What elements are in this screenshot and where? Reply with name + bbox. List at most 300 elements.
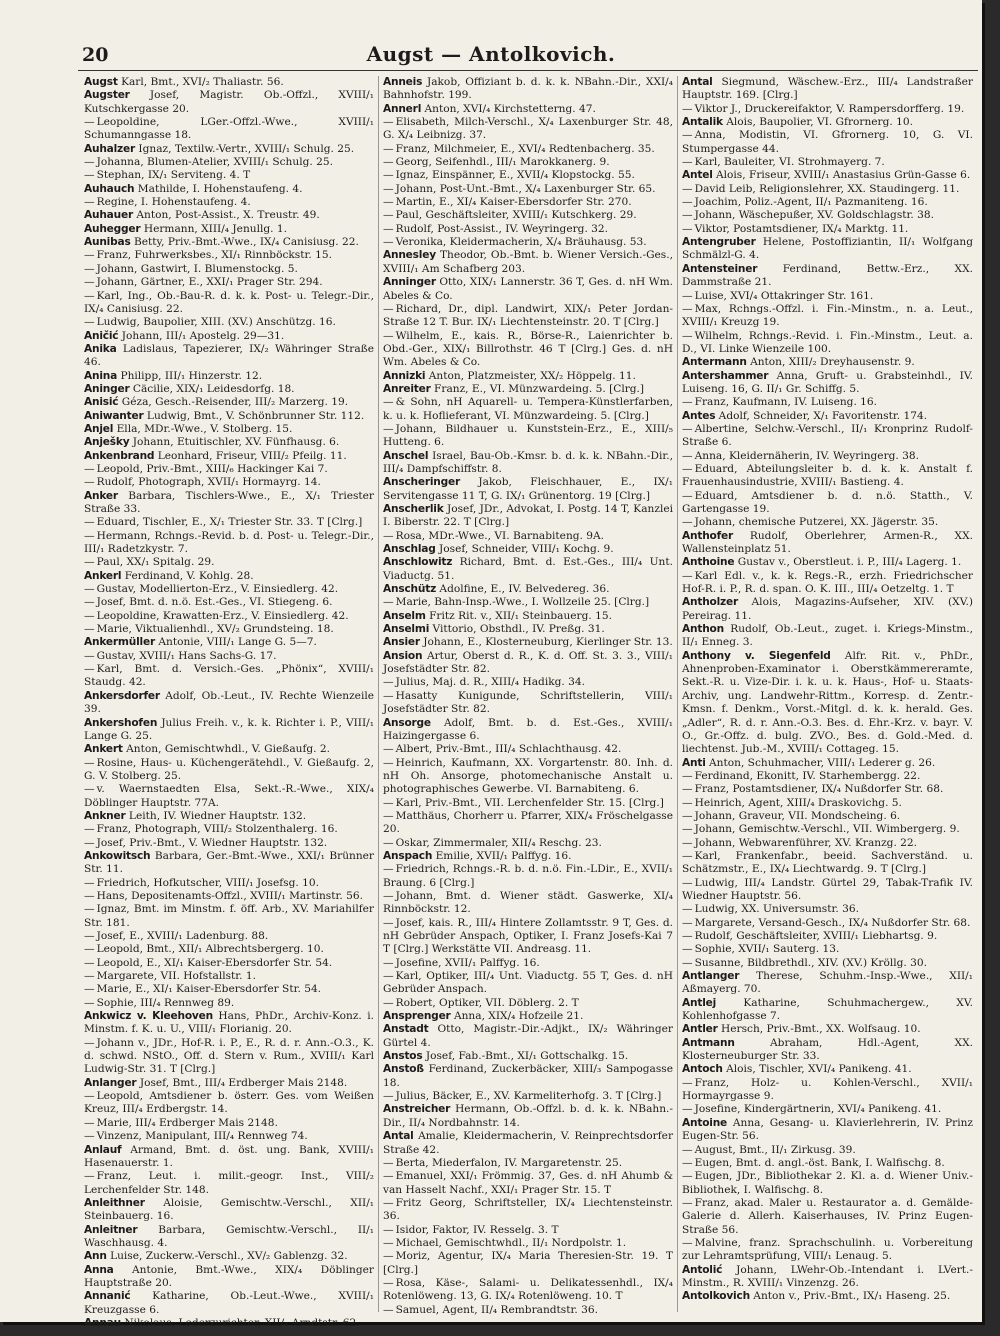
entry-details: Anna, Modistin, VI. Gfrornerg. 10, G. VI. Stumpergasse 44. — [682, 129, 973, 155]
entry-surname: Ankwicz v. Kleehoven — [84, 1010, 213, 1023]
entry-details: Mathilde, I. Hohenstaufeng. 4. — [137, 182, 303, 195]
entry-dash: — — [84, 623, 95, 636]
directory-entry — [84, 410, 374, 423]
entry-dash: — — [84, 1130, 95, 1143]
directory-entry — [84, 877, 374, 890]
entry-dash: — — [383, 596, 394, 609]
entry-details: Rudolf, Geschäftsleiter, XVIII/₁ Liebhartsg. 9. — [694, 930, 938, 942]
entry-details: Artur, Oberst d. R., K. d. Off. St. 3. 3., VIII/₁ Josefstädter Str. 82. — [383, 649, 673, 676]
entry-details: Hans, Depositenamts-Offzl., XVIII/₁ Martinstr. 56. — [96, 889, 363, 902]
entry-dash: — — [682, 1156, 693, 1169]
entry-dash: — — [682, 449, 693, 462]
directory-entry — [84, 1144, 374, 1171]
entry-surname: Antolkovich — [682, 1290, 750, 1303]
entry-dash: — — [383, 1090, 394, 1103]
entry-dash: — — [84, 956, 95, 969]
entry-dash: — — [682, 289, 693, 302]
entry-details: Josef, JDr., Advokat, I. Postg. 14 T, Kanzlei I. Biberstr. 22. T [Clrg.] — [383, 503, 673, 529]
entry-dash: — — [84, 262, 95, 275]
entry-details: & Sohn, nH Aquarell- u. Tempera-Künstlerfarben, k. u. k. Hoflieferant, VI. Münzwardeing. 5. [Clrg.] — [383, 396, 673, 422]
entry-surname: Antal — [682, 76, 713, 88]
directory-entry — [84, 1197, 374, 1224]
entry-surname: Anscherlik — [383, 503, 444, 515]
directory-entry — [84, 1224, 374, 1251]
entry-details: Josef, Magistr. Ob.-Offzl., XVIII/₁ Kutschkergasse 20. — [84, 89, 374, 115]
entry-details: Hermann, Rchngs.-Revid. b. d. Post- u. Telegr.-Dir., III/₁ Radetzkystr. 7. — [84, 529, 374, 556]
directory-entry — [383, 276, 673, 303]
entry-dash: — — [682, 823, 693, 836]
entry-dash: — — [84, 196, 95, 209]
directory-entry — [383, 450, 673, 477]
directory-entry — [84, 717, 374, 744]
entry-details: Cäcilie, XIX/₁ Leidesdorfg. 18. — [132, 382, 295, 395]
directory-entry — [84, 490, 374, 517]
entry-details: Ferdinand, Bettw.-Erz., XX. Dammstraße 21. — [682, 262, 973, 289]
entry-dash: — — [383, 1250, 394, 1263]
entry-details: Karl, Bmt. d. Versich.-Ges. „Phönix“, XVIII/₁ Staudg. 42. — [84, 663, 374, 689]
directory-entry — [383, 1277, 673, 1304]
entry-details: Ferdinand, Ekonitt, IV. Starhembergg. 22. — [694, 769, 921, 782]
directory-entry — [682, 837, 973, 850]
directory-entry — [84, 76, 374, 89]
directory-entry — [682, 596, 973, 623]
directory-entry — [682, 783, 973, 796]
directory-entry — [84, 1250, 374, 1263]
entry-dash: — — [383, 169, 394, 182]
entry-details: Johann, III/₁ Apostelg. 29—31. — [121, 329, 285, 342]
entry-surname: Auhauch — [84, 182, 135, 195]
entry-dash: — — [682, 916, 693, 929]
directory-entry — [383, 1090, 673, 1103]
entry-details: Barbara, Tischlers-Wwe., E., X/₁ Triester Straße 33. — [84, 489, 375, 515]
entry-details: Hasatty Kunigunde, Schriftstellerin, VIII/₁ Josefstädter Str. 82. — [383, 689, 673, 716]
entry-details: Albert, Priv.-Bmt., III/₄ Schlachthausg. 42. — [395, 743, 622, 756]
entry-dash: — — [383, 1170, 394, 1183]
entry-dash: — — [84, 1170, 95, 1183]
entry-dash: — — [682, 302, 693, 315]
entry-details: Friedrich, Hofkutscher, VIII/₁ Josefsg. 10. — [96, 876, 319, 889]
directory-entry — [682, 223, 973, 236]
entry-surname: Antensteiner — [682, 262, 758, 275]
entry-details: Susanne, Bildbrethdl., XIV. (XV.) Kröllg. 30. — [694, 956, 927, 969]
directory-entry — [682, 757, 973, 770]
entry-details: Anna, Kleidernäherin, IV. Weyringerg. 38. — [694, 449, 920, 462]
entry-details: Max, Rchngs.-Offzl. i. Fin.-Minstm., n. a. Leut., XVIII/₁ Kreuzg 19. — [682, 302, 973, 329]
directory-entry — [84, 623, 374, 636]
entry-dash: — — [682, 1236, 693, 1249]
entry-details: Johann, Etuitischler, XV. Fünfhausg. 6. — [132, 436, 340, 449]
directory-entry — [682, 530, 973, 557]
directory-entry — [682, 1103, 973, 1116]
entry-details: Paul, XX/₁ Spitalg. 29. — [96, 556, 215, 569]
directory-entry — [84, 316, 374, 329]
entry-dash: — — [682, 156, 693, 169]
entry-details: Georg, Seifenhdl., III/₁ Marokkanerg. 9. — [395, 156, 610, 169]
directory-entry — [84, 116, 374, 143]
directory-entry — [84, 209, 374, 222]
entry-details: Johann, Graveur, VII. Mondscheing. 6. — [694, 809, 901, 822]
entry-details: Anna, Gesang- u. Klavierlehrerin, IV. Prinz Eugen-Str. 56. — [682, 1116, 973, 1143]
entry-details: Richard, Bmt. d. Est.-Ges., III/₄ Unt. Viaductg. 51. — [383, 556, 673, 582]
directory-entry — [84, 903, 374, 930]
directory-entry — [84, 1037, 374, 1077]
entry-surname: Anina — [84, 369, 118, 382]
entry-details: Heinrich, Kaufmann, XX. Vorgartenstr. 80. Inh. d. nH Oh. Ansorge, photomechanische Anstalt u. photographisches Gewerbe. VI. Barnabiteng. 6. — [383, 756, 673, 796]
entry-surname: Aniwanter — [84, 409, 144, 422]
directory-entry — [383, 370, 673, 383]
directory-entry — [84, 743, 374, 756]
entry-details: Karl, Frankenfabr., beeid. Sachverständ. u. Schätzmstr., E., IX/₄ Liechtwardg. 9. T [Clrg.] — [682, 849, 973, 876]
entry-surname: Anna — [84, 1263, 114, 1276]
entry-details: Malvine, franz. Sprachschulinh. u. Vorbereitung zur Lehramtsprüfung, VIII/₁ Lenaug. 5. — [682, 1236, 973, 1263]
directory-entry — [682, 129, 973, 156]
directory-entry — [84, 810, 374, 823]
directory-entry — [84, 837, 374, 850]
directory-entry — [383, 1237, 673, 1250]
directory-entry — [383, 236, 673, 249]
entry-details: Leopoldine, Krawatten-Erz., V. Einsiedlerg. 42. — [96, 609, 349, 622]
directory-entry — [84, 249, 374, 262]
page-header — [0, 42, 982, 72]
directory-entry — [84, 1117, 374, 1130]
entry-details: Leith, IV. Wiedner Hauptstr. 132. — [128, 809, 307, 822]
directory-entry — [84, 970, 374, 983]
directory-entry — [383, 970, 673, 997]
directory-entry — [383, 76, 673, 103]
entry-details: Hersch, Priv.-Bmt., XX. Wolfsaug. 10. — [721, 1023, 921, 1036]
column-left — [80, 76, 379, 1329]
entry-details: Ladislaus, Tapezierer, IX/₂ Währinger Straße 46. — [84, 342, 374, 369]
entry-details: Sophie, III/₄ Rennweg 89. — [96, 996, 235, 1009]
directory-entry — [383, 810, 673, 837]
directory-entry — [383, 997, 673, 1010]
entry-details: Emilie, XVII/₁ Palffyg. 16. — [435, 849, 572, 862]
entry-details: August, Bmt., II/₁ Zirkusg. 39. — [694, 1143, 856, 1156]
directory-entry — [84, 1130, 374, 1143]
directory-entry — [682, 917, 973, 930]
entry-dash: — — [383, 809, 394, 822]
entry-dash: — — [84, 836, 95, 849]
directory-entry — [682, 490, 973, 517]
entry-surname: Auhalzer — [84, 142, 136, 155]
directory-entry — [383, 1197, 673, 1224]
entry-surname: Annizki — [383, 369, 426, 382]
directory-entry — [84, 570, 374, 583]
entry-dash: — — [84, 903, 95, 916]
directory-entry — [383, 1050, 673, 1063]
entry-surname: Anjel — [84, 422, 114, 435]
entry-dash: — — [383, 329, 394, 342]
entry-surname: Ankerl — [84, 569, 122, 582]
directory-entry — [84, 89, 374, 116]
entry-dash: — — [383, 796, 394, 809]
entry-details: Leopold, Bmt., XII/₁ Albrechtsbergerg. 10. — [96, 943, 324, 956]
directory-entry — [682, 423, 973, 450]
directory-entry — [383, 383, 673, 396]
directory-entry — [682, 303, 973, 330]
entry-details: Leopold, E., XI/₁ Kaiser-Ebersdorfer Str. 54. — [96, 956, 333, 969]
entry-details: Johann, chemische Putzerei, XX. Jägerstr. 35. — [694, 516, 939, 529]
directory-entry — [383, 423, 673, 450]
directory-entry — [383, 209, 673, 222]
entry-surname: Anninger — [383, 276, 436, 289]
entry-details: Julius, Maj. d. R., XIII/₄ Hadikg. 34. — [395, 676, 585, 689]
entry-details: Vittorio, Obsthdl., IV. Preßg. 31. — [432, 623, 605, 636]
entry-details: Hans, PhDr., Archiv-Konz. i. Minstm. f. K. u. U., VIII/₁ Florianig. 20. — [84, 1010, 374, 1036]
entry-details: Antonie, Bmt.-Wwe., XIX/₄ Döblinger Hauptstraße 20. — [84, 1263, 374, 1289]
entry-details: Marie, Bahn-Insp.-Wwe., I. Wollzeile 25. [Clrg.] — [395, 596, 650, 609]
entry-details: Katharine, Ob.-Leut.-Wwe., XVIII/₁ Kreuzgasse 6. — [84, 1290, 374, 1316]
directory-entry — [383, 583, 673, 596]
entry-dash: — — [383, 743, 394, 756]
entry-details: Johann, Gastwirt, I. Blumenstockg. 5. — [96, 262, 298, 275]
entry-surname: Annau — [84, 1316, 121, 1329]
entry-details: Antonie, VIII/₁ Lange G. 5—7. — [158, 636, 317, 649]
entry-details: Theodor, Ob.-Bmt. b. Wiener Versich.-Ges., XVIII/₁ Am Schafberg 203. — [383, 249, 673, 275]
entry-dash: — — [84, 1036, 95, 1049]
entry-surname: Ankermüller — [84, 636, 155, 649]
entry-details: Gustav, XVIII/₁ Hans Sachs-G. 17. — [96, 649, 277, 662]
directory-entry — [682, 810, 973, 823]
entry-details: Leonhard, Friseur, VIII/₂ Pfeilg. 11. — [157, 449, 347, 462]
entry-dash: — — [84, 663, 95, 676]
directory-entry — [84, 276, 374, 289]
entry-details: David Leib, Religionslehrer, XX. Staudingerg. 11. — [694, 182, 960, 195]
entry-details: Oskar, Zimmermaler, XII/₄ Reschg. 23. — [395, 836, 602, 849]
directory-entry — [383, 837, 673, 850]
entry-surname: Aničić — [84, 329, 119, 342]
entry-surname: Antes — [682, 409, 716, 422]
entry-dash: — — [84, 609, 95, 622]
entry-details: Franz, Photograph, VIII/₂ Stolzenthalerg. 16. — [96, 823, 338, 836]
entry-surname: Ankenbrand — [84, 449, 155, 462]
entry-dash: — — [682, 903, 693, 916]
directory-entry — [682, 770, 973, 783]
entry-details: Adolf, Schneider, X/₁ Favoritenstr. 174. — [718, 409, 928, 422]
entry-dash: — — [84, 783, 95, 796]
entry-dash: — — [383, 1156, 394, 1169]
directory-entry — [682, 463, 973, 490]
entry-details: Franz, Leut. i. milit.-geogr. Inst., VIII/₂ Lerchenfelder Str. 148. — [84, 1170, 374, 1196]
directory-entry — [84, 263, 374, 276]
directory-entry — [383, 1103, 673, 1130]
entry-details: Ignaz, Einspänner, E., XVII/₄ Klopstockg. 55. — [395, 169, 635, 182]
entry-dash: — — [84, 823, 95, 836]
directory-entry — [682, 556, 973, 569]
directory-entry — [84, 556, 374, 569]
entry-dash: — — [383, 529, 394, 542]
entry-details: Hermann, Ob.-Offzl. b. d. k. k. NBahn.-Dir., II/₄ Nordbahnstr. 14. — [383, 1103, 673, 1129]
entry-surname: Antholzer — [682, 596, 739, 609]
entry-dash: — — [383, 196, 394, 209]
directory-entry — [682, 1037, 973, 1064]
entry-details: Jakob, Offiziant b. d. k. k. NBahn.-Dir., XXI/₄ Bahnhofstr. 199. — [383, 76, 673, 102]
entry-dash: — — [682, 836, 693, 849]
entry-dash: — — [383, 996, 394, 1009]
directory-entry — [84, 636, 374, 649]
entry-details: Ignaz, Textilw.-Vertr., XVIII/₁ Schulg. 25. — [138, 142, 355, 155]
entry-details: Gustav v., Oberstleut. i. P., III/₄ Lagerg. 1. — [737, 556, 962, 569]
entry-surname: Ankert — [84, 743, 123, 756]
entry-dash: — — [383, 209, 394, 222]
directory-entry — [682, 236, 973, 263]
entry-surname: Anschel — [383, 449, 429, 462]
entry-dash: — — [383, 916, 394, 929]
entry-details: Josef, Bmt. d. n.ö. Est.-Ges., VI. Stiegeng. 6. — [96, 596, 333, 609]
directory-entry — [84, 690, 374, 717]
directory-entry — [84, 183, 374, 196]
entry-surname: Antoch — [682, 1063, 723, 1076]
entry-dash: — — [84, 983, 95, 996]
directory-entry — [84, 156, 374, 169]
entry-details: Elisabeth, Milch-Verschl., X/₄ Laxenburger Str. 48, G. X/₄ Leibnizg. 37. — [383, 116, 673, 142]
entry-surname: Anti — [682, 756, 706, 769]
directory-entry — [682, 1237, 973, 1264]
entry-surname: Anleithner — [84, 1196, 145, 1209]
entry-details: Israel, Bau-Ob.-Kmsr. b. d. k. k. NBahn.-Dir., III/₄ Dampfschiffstr. 8. — [383, 449, 673, 475]
entry-dash: — — [84, 583, 95, 596]
entry-details: Fritz Georg, Schriftsteller, IX/₄ Liechtensteinstr. 36. — [383, 1196, 673, 1223]
entry-dash: — — [682, 849, 693, 862]
directory-entry — [383, 743, 673, 756]
entry-details: Siegmund, Wäschew.-Erz., III/₄ Landstraßer Hauptstr. 169. [Clrg.] — [682, 76, 973, 102]
directory-entry — [682, 116, 973, 129]
entry-surname: Anthofer — [682, 529, 734, 542]
directory-entry — [682, 903, 973, 916]
entry-details: Johann v., JDr., Hof-R. i. P., E., R. d. r. Ann.-O.3., K. d. schwd. NStO., Off. d. Stern v. Rum., XVIII/₁ Karl Ludwig-Str. 31. T [Clrg.] — [84, 1036, 374, 1076]
entry-surname: Anschlag — [383, 543, 436, 556]
entry-details: Anton, Gemischtwhdl., V. Gießaufg. 2. — [126, 743, 331, 756]
directory-entry — [383, 530, 673, 543]
directory-entry — [383, 890, 673, 917]
directory-entry — [383, 156, 673, 169]
entry-details: Johanna, Blumen-Atelier, XVIII/₁ Schulg. 25. — [96, 156, 333, 169]
directory-entry — [383, 196, 673, 209]
entry-surname: Anspach — [383, 849, 433, 862]
entry-details: Nikolaus, Lederzurichter, XII/₄ Arndtstr. 62. — [124, 1316, 360, 1329]
entry-dash: — — [682, 796, 693, 809]
entry-surname: Auhauer — [84, 209, 133, 222]
directory-entry — [682, 263, 973, 290]
entry-surname: Antengruber — [682, 236, 756, 249]
entry-details: Rudolf, Photograph, XVII/₁ Hormayrg. 14. — [96, 476, 321, 489]
directory-entry — [84, 143, 374, 156]
entry-surname: Antal — [383, 1130, 414, 1143]
directory-entry — [682, 1077, 973, 1104]
entry-details: Anton, Platzmeister, XX/₂ Höppelg. 11. — [428, 369, 636, 382]
directory-entry — [682, 290, 973, 303]
entry-details: Philipp, III/₁ Hinzerstr. 12. — [120, 369, 263, 382]
entry-details: Rosa, Käse-, Salami- u. Delikatessenhdl., IX/₄ Rotenlöweng. 13, G. IX/₄ Rotenlöweng. 10. T — [383, 1276, 673, 1303]
entry-details: Viktor, Postamtsdiener, IX/₄ Marktg. 11. — [694, 222, 909, 235]
directory-entry — [383, 797, 673, 810]
entry-dash: — — [383, 756, 394, 769]
directory-entry — [383, 610, 673, 623]
entry-surname: Anstos — [383, 1050, 423, 1063]
entry-details: Franz, Holz- u. Kohlen-Verschl., XVII/₁ Hormayrgasse 9. — [682, 1076, 973, 1103]
entry-surname: Anstoß — [383, 1063, 424, 1076]
directory-entry — [84, 850, 374, 877]
entry-surname: Antler — [682, 1023, 718, 1036]
entry-details: Eugen, JDr., Bibliothekar 2. Kl. a. d. Wiener Univ.-Bibliothek, I. Walfischg. 8. — [682, 1170, 973, 1196]
entry-dash: — — [682, 209, 693, 222]
directory-entry — [84, 957, 374, 970]
directory-entry — [682, 169, 973, 182]
entry-dash: — — [84, 596, 95, 609]
directory-entry — [383, 183, 673, 196]
entry-surname: Antmann — [682, 1036, 735, 1049]
directory-entry — [682, 997, 973, 1024]
directory-entry — [383, 850, 673, 863]
entry-details: Johann, Gärtner, E., XXI/₁ Prager Str. 294. — [96, 276, 323, 289]
entry-dash: — — [682, 1170, 693, 1183]
page-number: 20 — [82, 44, 109, 66]
directory-entry — [682, 850, 973, 877]
entry-details: Amalie, Kleidermacherin, V. Reinprechtsdorfer Straße 42. — [383, 1130, 674, 1156]
directory-entry — [682, 396, 973, 409]
entry-details: Eduard, Tischler, E., X/₁ Triester Str. 33. T [Clrg.] — [96, 516, 363, 529]
entry-details: Eugen, Bmt. d. angl.-öst. Bank, I. Walfischg. 8. — [694, 1156, 945, 1169]
entry-surname: Ankersdorfer — [84, 689, 160, 702]
directory-entry — [383, 169, 673, 182]
entry-details: Johann, Webwarenführer, XV. Kranzg. 22. — [694, 836, 918, 849]
directory-entry — [383, 330, 673, 370]
entry-details: Johann, Bildhauer u. Kunststein-Erz., E., XIII/₅ Hutteng. 6. — [383, 422, 673, 449]
directory-entry — [682, 356, 973, 369]
directory-entry — [383, 650, 673, 677]
directory-entry — [682, 1063, 973, 1076]
entry-dash: — — [682, 222, 693, 235]
directory-entry — [383, 863, 673, 890]
entry-details: Ferdinand, Zuckerbäcker, XIII/₃ Sampogasse 18. — [383, 1063, 673, 1089]
directory-entry — [682, 943, 973, 956]
entry-details: Ignaz, Bmt. im Minstm. f. öff. Arb., XV. Mariahilfer Str. 181. — [84, 903, 374, 929]
entry-surname: Antel — [682, 169, 713, 182]
directory-entry — [84, 463, 374, 476]
directory-entry — [84, 783, 374, 810]
entry-details: Leopoldine, LGer.-Offzl.-Wwe., XVIII/₁ Schumanngasse 18. — [84, 116, 374, 142]
directory-entry — [84, 450, 374, 463]
directory-entry — [383, 543, 673, 556]
entry-dash: — — [383, 970, 394, 983]
directory-entry — [682, 103, 973, 116]
entry-dash: — — [383, 1303, 394, 1316]
directory-entry — [84, 423, 374, 436]
entry-details: Margarete, VII. Hofstallstr. 1. — [96, 970, 257, 983]
entry-dash: — — [383, 689, 394, 702]
entry-details: Berta, Miederfalon, IV. Margaretenstr. 25. — [395, 1156, 623, 1169]
entry-dash: — — [682, 1103, 693, 1116]
entry-dash: — — [383, 222, 394, 235]
directory-entry — [383, 303, 673, 330]
entry-details: Jakob, Fleischhauer, E., IX/₁ Servitengasse 11 T, G. IX/₁ Grünentorg. 19 [Clrg.] — [383, 476, 673, 502]
entry-details: Franz, Postamtsdiener, IX/₄ Nußdorfer Str. 68. — [694, 783, 944, 796]
entry-details: Robert, Optiker, VII. Döblerg. 2. T — [395, 996, 579, 1009]
directory-entry — [84, 196, 374, 209]
entry-dash: — — [84, 556, 95, 569]
entry-dash: — — [682, 129, 693, 142]
entry-details: Hermann, XIII/₄ Jenullg. 1. — [143, 222, 287, 235]
entry-surname: Anlanger — [84, 1076, 137, 1089]
entry-details: Franz, Fuhrwerksbes., XI/₁ Rinnböckstr. 15. — [96, 249, 332, 262]
entry-dash: — — [84, 316, 95, 329]
entry-details: Barbara, Gemischtw.-Verschl., II/₁ Waschhausg. 4. — [84, 1223, 374, 1249]
entry-details: Johann, Gemischtw.-Verschl., VII. Wimbergerg. 9. — [694, 823, 960, 836]
entry-details: Josef, Fab.-Bmt., XI/₁ Gottschalkg. 15. — [425, 1050, 629, 1063]
entry-surname: Anschlowitz — [383, 556, 453, 569]
directory-entry — [84, 290, 374, 317]
entry-details: Adolfine, E., IV. Belvedereg. 36. — [439, 583, 610, 596]
